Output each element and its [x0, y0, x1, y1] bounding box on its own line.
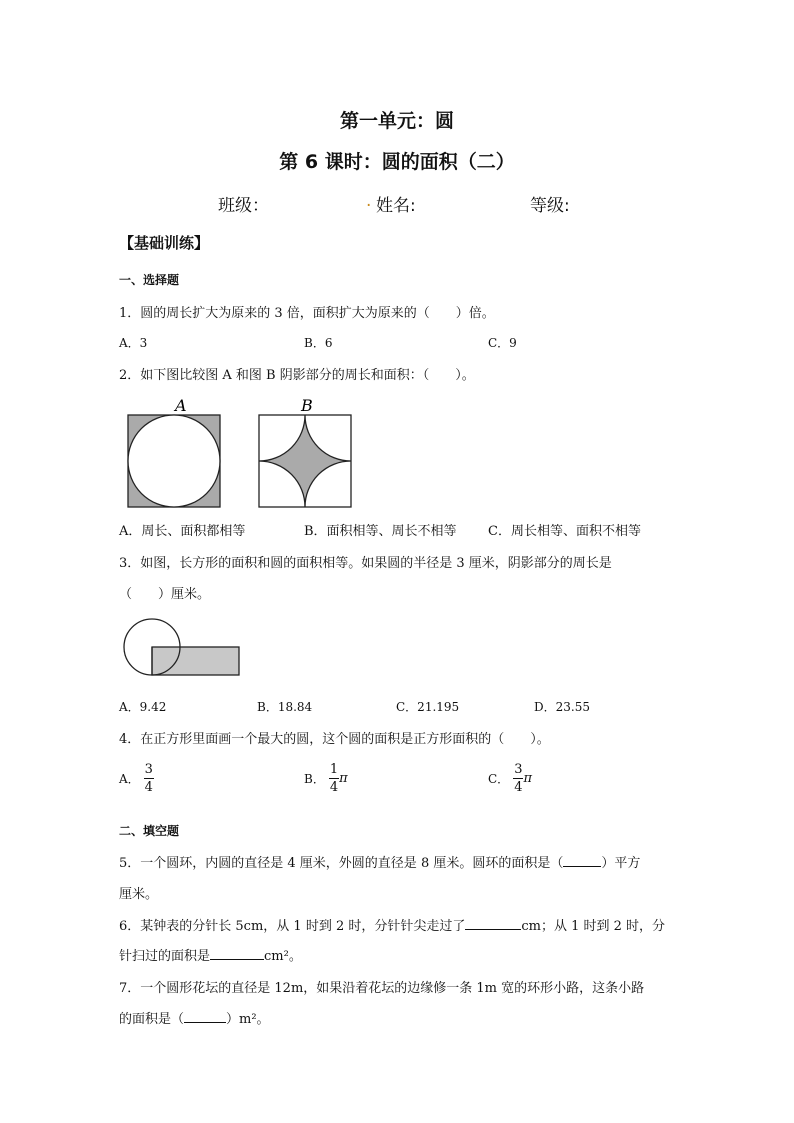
part1-title: 一、选择题	[119, 273, 180, 287]
q2-option-a: A．周长、面积都相等	[119, 524, 246, 539]
question-7-line1: 7．一个圆形花坛的直径是 12m，如果沿着花坛的边缘修一条 1m 宽的环形小路，这条小路	[119, 981, 645, 996]
q1-option-a: A．3	[119, 336, 148, 350]
q2-option-c: C．周长相等、面积不相等	[488, 524, 641, 539]
section-basic-training: 【基础训练】	[119, 234, 210, 252]
q3-option-c: C．21.195	[396, 700, 460, 714]
q5-answer-blank[interactable]	[563, 854, 601, 867]
q3-figure	[118, 612, 248, 680]
question-3-line1: 3．如图，长方形的面积和圆的面积相等。如果圆的半径是 3 厘米，阴影部分的周长是	[119, 556, 612, 571]
question-6-line1: 6．某钟表的分针长 5cm，从 1 时到 2 时，分针针尖走过了 cm；从 1 时到 2 时，分	[119, 919, 666, 934]
question-1: 1．圆的周长扩大为原来的 3 倍，面积扩大为原来的（ ）倍。	[119, 306, 495, 321]
question-4: 4．在正方形里面画一个最大的圆，这个圆的面积是正方形面积的（ ）。	[119, 732, 550, 747]
q1-option-c: C．9	[488, 336, 517, 350]
q2-figure	[120, 392, 360, 510]
class-label: 班级：	[218, 196, 269, 216]
question-7-line2: 的面积是（ ）m²。	[119, 1012, 270, 1027]
q7-answer-blank[interactable]	[184, 1010, 226, 1023]
question-6-line2: 针扫过的面积是 cm²。	[119, 949, 302, 964]
question-5-line2: 厘米。	[119, 887, 159, 902]
q6-answer-blank-1[interactable]	[465, 917, 521, 930]
decorative-dot: .	[366, 191, 372, 211]
figure-a-label: A	[175, 396, 187, 415]
question-2: 2．如下图比较图 A 和图 B 阴影部分的周长和面积：（ ）。	[119, 368, 475, 383]
figure-b	[259, 415, 351, 507]
q2-option-b: B．面积相等、周长不相等	[304, 524, 457, 539]
figure-b-label: B	[301, 396, 313, 415]
q1-option-b: B．6	[304, 336, 333, 350]
q6-answer-blank-2[interactable]	[210, 947, 264, 960]
question-3-line2: （ ）厘米。	[119, 587, 211, 602]
part2-title: 二、填空题	[119, 824, 180, 838]
name-label: 姓名:	[376, 196, 416, 216]
q4-option-a: A． $\frac{3}{4}$	[119, 762, 153, 795]
q4-option-b: B． $\frac{1}{4}$ π	[304, 762, 348, 795]
lesson-title: 第 6 课时：圆的面积（二）	[279, 151, 515, 173]
question-5-line1: 5．一个圆环，内圆的直径是 4 厘米，外圆的直径是 8 厘米。圆环的面积是（ ）平方	[119, 856, 641, 871]
grade-label: 等级:	[530, 196, 570, 216]
unit-title: 第一单元：圆	[339, 110, 454, 132]
q3-option-b: B．18.84	[257, 700, 313, 714]
figure-a	[128, 415, 220, 507]
q4-option-c: C． $\frac{3}{4}$ π	[488, 762, 533, 795]
q3-option-d: D．23.55	[534, 700, 590, 714]
q3-option-a: A．9.42	[119, 700, 167, 714]
